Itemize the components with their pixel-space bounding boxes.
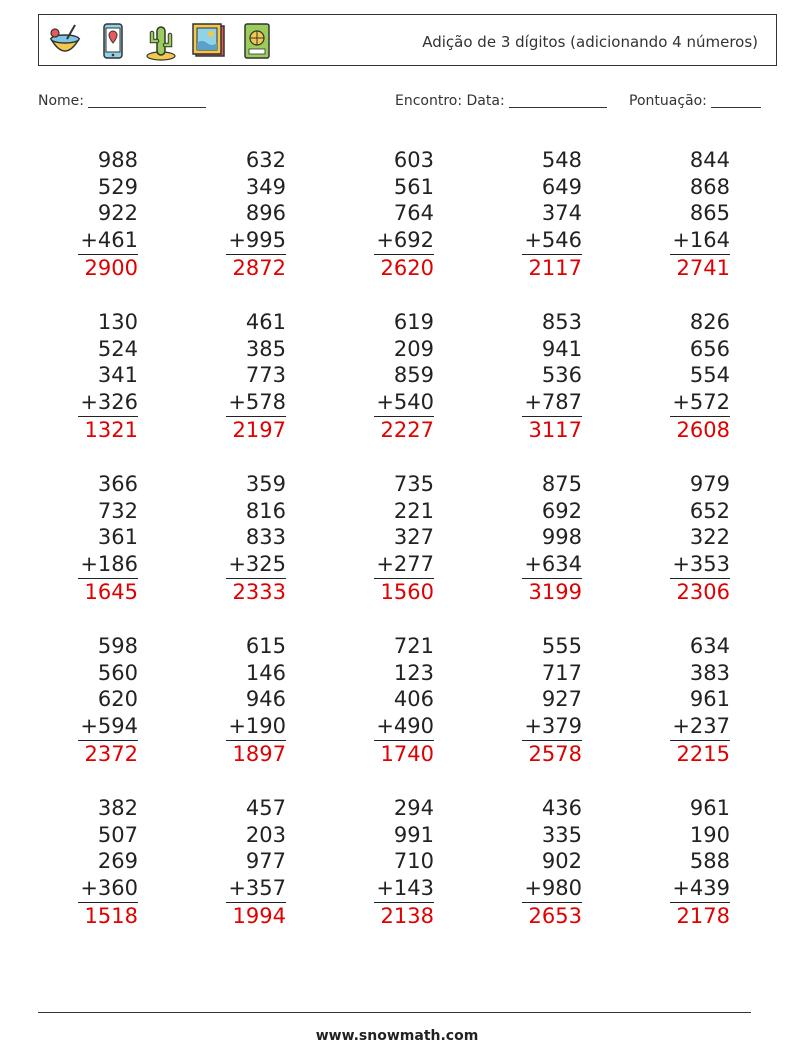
problem-answer: 2372 bbox=[84, 741, 138, 766]
problem-addend: +439 bbox=[670, 875, 730, 903]
problem-answer: 1994 bbox=[232, 903, 286, 928]
problem-addend: +379 bbox=[522, 713, 582, 741]
problem-addend: +461 bbox=[78, 227, 138, 255]
score-label: Pontuação: bbox=[629, 93, 707, 109]
addition-problem bbox=[670, 795, 730, 929]
problem-addend: 833 bbox=[245, 525, 286, 550]
problem-answer: 2178 bbox=[676, 903, 730, 928]
problem-addend: 221 bbox=[393, 498, 434, 523]
problem-answer: 2741 bbox=[676, 255, 730, 280]
problem-addend: 946 bbox=[245, 687, 286, 712]
addition-problem bbox=[522, 633, 582, 767]
problem-addend: 692 bbox=[541, 498, 582, 523]
problem-addend: 382 bbox=[97, 796, 138, 820]
score-field bbox=[629, 93, 761, 109]
problem-answer: 2197 bbox=[232, 417, 286, 442]
date-field bbox=[395, 93, 607, 109]
problem-answer: 1740 bbox=[380, 741, 434, 766]
problem-addend: 977 bbox=[245, 849, 286, 874]
date-label: Encontro: Data: bbox=[395, 93, 505, 109]
problem-addend: 721 bbox=[393, 634, 434, 658]
problem-addend: 732 bbox=[97, 498, 138, 523]
problem-addend: 190 bbox=[689, 822, 730, 847]
problem-answer: 2138 bbox=[380, 903, 434, 928]
problem-addend: 203 bbox=[245, 822, 286, 847]
problem-addend: 991 bbox=[393, 822, 434, 847]
problem-addend: 555 bbox=[541, 634, 582, 658]
problem-addend: +787 bbox=[522, 389, 582, 417]
problem-addend: 816 bbox=[245, 498, 286, 523]
problem-addend: 649 bbox=[541, 174, 582, 199]
problem-addend: 859 bbox=[393, 363, 434, 388]
photo-frame-icon bbox=[189, 21, 229, 61]
header-icons bbox=[45, 21, 277, 61]
problem-addend: 529 bbox=[97, 174, 138, 199]
problem-answer: 3199 bbox=[528, 579, 582, 604]
problem-addend: 998 bbox=[541, 525, 582, 550]
problem-addend: +190 bbox=[226, 713, 286, 741]
problem-addend: 294 bbox=[393, 796, 434, 820]
addition-problem bbox=[522, 795, 582, 929]
problem-answer: 3117 bbox=[528, 417, 582, 442]
problem-addend: 548 bbox=[541, 148, 582, 172]
problem-answer: 2900 bbox=[84, 255, 138, 280]
addition-problem bbox=[78, 309, 138, 443]
problem-answer: 2653 bbox=[528, 903, 582, 928]
name-field bbox=[38, 93, 206, 109]
problem-addend: +692 bbox=[374, 227, 434, 255]
addition-problem bbox=[374, 795, 434, 929]
addition-problem bbox=[670, 633, 730, 767]
problem-answer: 1560 bbox=[380, 579, 434, 604]
problem-addend: 961 bbox=[689, 687, 730, 712]
footer-divider bbox=[38, 1012, 751, 1013]
problem-addend: 561 bbox=[393, 174, 434, 199]
problem-addend: +360 bbox=[78, 875, 138, 903]
problem-addend: +326 bbox=[78, 389, 138, 417]
header-box bbox=[38, 14, 777, 66]
problem-addend: +634 bbox=[522, 551, 582, 579]
problem-addend: 865 bbox=[689, 201, 730, 226]
problem-addend: 269 bbox=[97, 849, 138, 874]
problem-answer: 2333 bbox=[232, 579, 286, 604]
problem-answer: 2117 bbox=[528, 255, 582, 280]
problem-addend: 322 bbox=[689, 525, 730, 550]
problem-addend: 620 bbox=[97, 687, 138, 712]
addition-problem bbox=[78, 147, 138, 281]
problem-addend: +325 bbox=[226, 551, 286, 579]
problem-addend: 979 bbox=[689, 472, 730, 496]
name-label: Nome: bbox=[38, 93, 85, 109]
problem-answer: 1321 bbox=[84, 417, 138, 442]
problem-addend: +490 bbox=[374, 713, 434, 741]
problem-addend: 507 bbox=[97, 822, 138, 847]
problem-addend: 146 bbox=[245, 660, 286, 685]
footer-site: www.snowmath.com bbox=[315, 1028, 479, 1044]
problem-addend: +237 bbox=[670, 713, 730, 741]
addition-problem bbox=[226, 795, 286, 929]
problem-addend: 349 bbox=[245, 174, 286, 199]
problem-addend: 588 bbox=[689, 849, 730, 874]
problem-addend: +540 bbox=[374, 389, 434, 417]
problem-addend: 598 bbox=[97, 634, 138, 658]
problem-addend: 123 bbox=[393, 660, 434, 685]
problem-addend: 615 bbox=[245, 634, 286, 658]
addition-problem bbox=[226, 147, 286, 281]
addition-problem bbox=[374, 309, 434, 443]
problem-answer: 2215 bbox=[676, 741, 730, 766]
problem-addend: 634 bbox=[689, 634, 730, 658]
problem-addend: 619 bbox=[393, 310, 434, 334]
cactus-icon bbox=[141, 21, 181, 61]
problem-addend: 457 bbox=[245, 796, 286, 820]
addition-problem bbox=[522, 309, 582, 443]
addition-problem bbox=[670, 471, 730, 605]
problem-addend: 922 bbox=[97, 201, 138, 226]
problem-addend: 327 bbox=[393, 525, 434, 550]
problem-addend: 603 bbox=[393, 148, 434, 172]
addition-problem bbox=[374, 471, 434, 605]
problem-answer: 2872 bbox=[232, 255, 286, 280]
problem-addend: 366 bbox=[97, 472, 138, 496]
problem-addend: 536 bbox=[541, 363, 582, 388]
problem-addend: +572 bbox=[670, 389, 730, 417]
addition-problem bbox=[78, 795, 138, 929]
coconut-drink-icon bbox=[45, 21, 85, 61]
addition-problem bbox=[226, 633, 286, 767]
addition-problem bbox=[522, 471, 582, 605]
problem-addend: 896 bbox=[245, 201, 286, 226]
problem-addend: 927 bbox=[541, 687, 582, 712]
problem-addend: 941 bbox=[541, 336, 582, 361]
problem-addend: 560 bbox=[97, 660, 138, 685]
addition-problem bbox=[522, 147, 582, 281]
addition-problem bbox=[670, 147, 730, 281]
problem-addend: 710 bbox=[393, 849, 434, 874]
problem-addend: 656 bbox=[689, 336, 730, 361]
problem-addend: +164 bbox=[670, 227, 730, 255]
problem-answer: 2306 bbox=[676, 579, 730, 604]
problem-answer: 1897 bbox=[232, 741, 286, 766]
problem-addend: 209 bbox=[393, 336, 434, 361]
addition-problem bbox=[226, 471, 286, 605]
problem-addend: +980 bbox=[522, 875, 582, 903]
problem-addend: 961 bbox=[689, 796, 730, 820]
problem-addend: +546 bbox=[522, 227, 582, 255]
score-blank bbox=[711, 93, 761, 108]
problem-addend: 764 bbox=[393, 201, 434, 226]
problem-addend: 461 bbox=[245, 310, 286, 334]
problem-addend: 361 bbox=[97, 525, 138, 550]
name-blank bbox=[88, 93, 206, 108]
problem-addend: 524 bbox=[97, 336, 138, 361]
problem-addend: +277 bbox=[374, 551, 434, 579]
problem-addend: +143 bbox=[374, 875, 434, 903]
problem-addend: +357 bbox=[226, 875, 286, 903]
problem-addend: +594 bbox=[78, 713, 138, 741]
problem-addend: 130 bbox=[97, 310, 138, 334]
problem-addend: 359 bbox=[245, 472, 286, 496]
problem-addend: 868 bbox=[689, 174, 730, 199]
problem-addend: +353 bbox=[670, 551, 730, 579]
problem-answer: 2608 bbox=[676, 417, 730, 442]
passport-icon bbox=[237, 21, 277, 61]
problem-addend: 902 bbox=[541, 849, 582, 874]
problem-addend: 773 bbox=[245, 363, 286, 388]
addition-problem bbox=[78, 633, 138, 767]
addition-problem bbox=[374, 147, 434, 281]
problem-addend: 844 bbox=[689, 148, 730, 172]
problem-addend: 383 bbox=[689, 660, 730, 685]
addition-problem bbox=[670, 309, 730, 443]
addition-problem bbox=[78, 471, 138, 605]
problem-answer: 2620 bbox=[380, 255, 434, 280]
problem-addend: 632 bbox=[245, 148, 286, 172]
problem-addend: 385 bbox=[245, 336, 286, 361]
problem-addend: +995 bbox=[226, 227, 286, 255]
problem-answer: 2227 bbox=[380, 417, 434, 442]
problem-addend: 436 bbox=[541, 796, 582, 820]
problem-answer: 1645 bbox=[84, 579, 138, 604]
problem-addend: 853 bbox=[541, 310, 582, 334]
problem-addend: 554 bbox=[689, 363, 730, 388]
problem-addend: +578 bbox=[226, 389, 286, 417]
problem-addend: 335 bbox=[541, 822, 582, 847]
problem-answer: 1518 bbox=[84, 903, 138, 928]
addition-problem bbox=[374, 633, 434, 767]
problem-addend: 875 bbox=[541, 472, 582, 496]
date-blank bbox=[509, 93, 607, 108]
problem-answer: 2578 bbox=[528, 741, 582, 766]
problem-addend: 717 bbox=[541, 660, 582, 685]
problem-addend: 735 bbox=[393, 472, 434, 496]
page-title: Adição de 3 dígitos (adicionando 4 números) bbox=[422, 33, 758, 51]
problem-addend: +186 bbox=[78, 551, 138, 579]
addition-problem bbox=[226, 309, 286, 443]
problem-addend: 988 bbox=[97, 148, 138, 172]
problem-addend: 374 bbox=[541, 201, 582, 226]
problem-addend: 826 bbox=[689, 310, 730, 334]
problem-addend: 406 bbox=[393, 687, 434, 712]
phone-location-icon bbox=[93, 21, 133, 61]
problem-addend: 341 bbox=[97, 363, 138, 388]
problem-addend: 652 bbox=[689, 498, 730, 523]
